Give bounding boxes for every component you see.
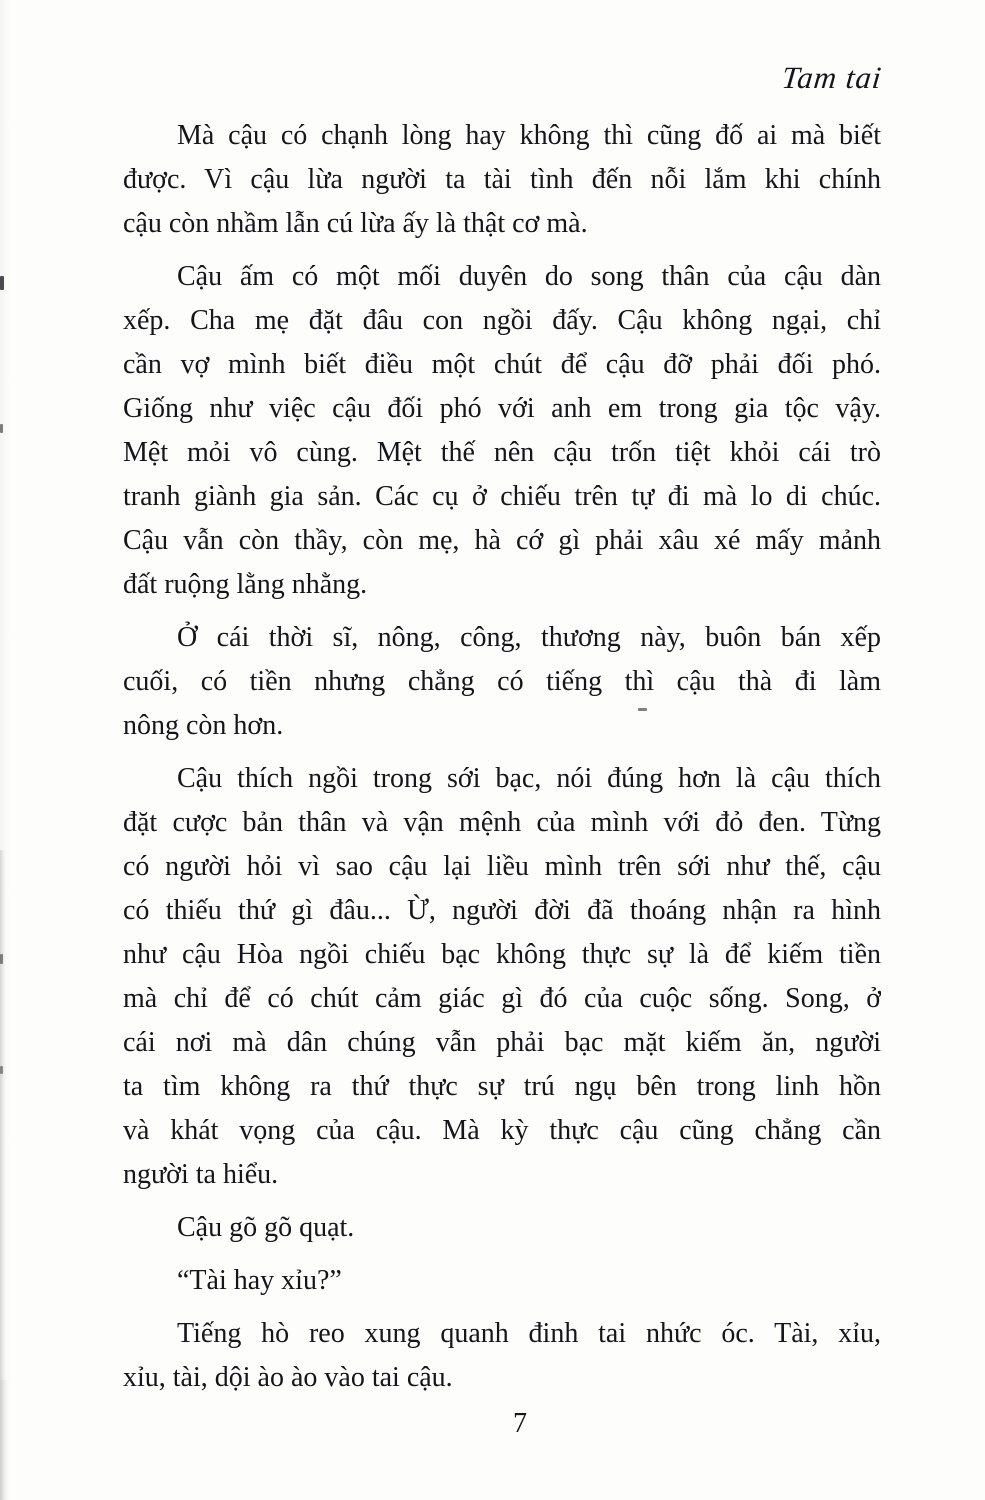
text-line: Giống như việc cậu đối phó với anh em trong gia tộc vậy. (123, 393, 881, 424)
text-line: có thiếu thứ gì đâu... Ừ, người đời đã thoáng nhận ra hình (123, 895, 881, 926)
scan-artifact (0, 424, 3, 433)
text-line: xỉu, tài, dội ào ào vào tai cậu. (123, 1362, 453, 1393)
scan-artifact (0, 954, 3, 964)
paragraph (123, 1259, 881, 1303)
text-line: cái nơi mà dân chúng vẫn phải bạc mặt kiếm ăn, người (123, 1027, 881, 1058)
text-line: Cậu thích ngồi trong sới bạc, nói đúng hơn là cậu thích (177, 763, 881, 794)
text-line: như cậu Hòa ngồi chiếu bạc không thực sự là để kiếm tiền (123, 939, 881, 970)
text-line: Ở cái thời sĩ, nông, công, thương này, buôn bán xếp (177, 622, 881, 653)
text-line: cậu còn nhầm lẫn cú lừa ấy là thật cơ mà. (123, 208, 588, 239)
paragraph (123, 255, 881, 607)
text-line: cuối, có tiền nhưng chẳng có tiếng thì cậu thà đi làm (123, 666, 881, 697)
text-line: Mà cậu có chạnh lòng hay không thì cũng đố ai mà biết (177, 120, 881, 151)
text-line: nông còn hơn. (123, 710, 284, 741)
text-line: mà chỉ để có chút cảm giác gì đó của cuộc sống. Song, ở (123, 983, 881, 1014)
text-line: xếp. Cha mẹ đặt đâu con ngồi đấy. Cậu không ngại, chỉ (123, 305, 881, 336)
page-edge-shadow-bottom (0, 1380, 10, 1500)
text-line: đặt cược bản thân và vận mệnh của mình với đỏ đen. Từng (123, 807, 881, 838)
text-line: Mệt mỏi vô cùng. Mệt thế nên cậu trốn tiệt khỏi cái trò (123, 437, 881, 468)
text-line: được. Vì cậu lừa người ta tài tình đến nỗi lắm khi chính (123, 164, 881, 195)
text-line: Tiếng hò reo xung quanh đinh tai nhức óc. Tài, xỉu, (177, 1318, 881, 1349)
running-header: Tam tai (780, 60, 884, 95)
text-line: người ta hiểu. (123, 1159, 279, 1190)
scan-artifact (0, 1066, 3, 1074)
scan-artifact (0, 276, 4, 290)
body-text (123, 114, 881, 1409)
text-line: tranh giành gia sản. Các cụ ở chiếu trên tự đi mà lo di chúc. (123, 481, 881, 512)
text-line: cần vợ mình biết điều một chút để cậu đỡ phải đối phó. (123, 349, 881, 380)
text-line: và khát vọng của cậu. Mà kỳ thực cậu cũng chẳng cần (123, 1115, 881, 1146)
text-line: “Tài hay xỉu?” (177, 1265, 342, 1296)
text-line: Cậu gõ gõ quạt. (177, 1212, 355, 1243)
text-line: ta tìm không ra thứ thực sự trú ngụ bên trong linh hồn (123, 1071, 881, 1102)
scan-artifact (638, 708, 647, 711)
paragraph (123, 1312, 881, 1400)
text-line: Cậu vẫn còn thầy, còn mẹ, hà cớ gì phải xâu xé mấy mảnh (123, 525, 881, 556)
paragraph (123, 757, 881, 1197)
text-line: có người hỏi vì sao cậu lại liều mình trên sới như thế, cậu (123, 851, 881, 882)
page-number: 7 (513, 1408, 527, 1439)
paragraph (123, 114, 881, 246)
paragraph (123, 1206, 881, 1250)
text-line: đất ruộng lằng nhằng. (123, 569, 368, 600)
paragraph (123, 616, 881, 748)
text-line: Cậu ấm có một mối duyên do song thân của cậu dàn (177, 261, 881, 292)
